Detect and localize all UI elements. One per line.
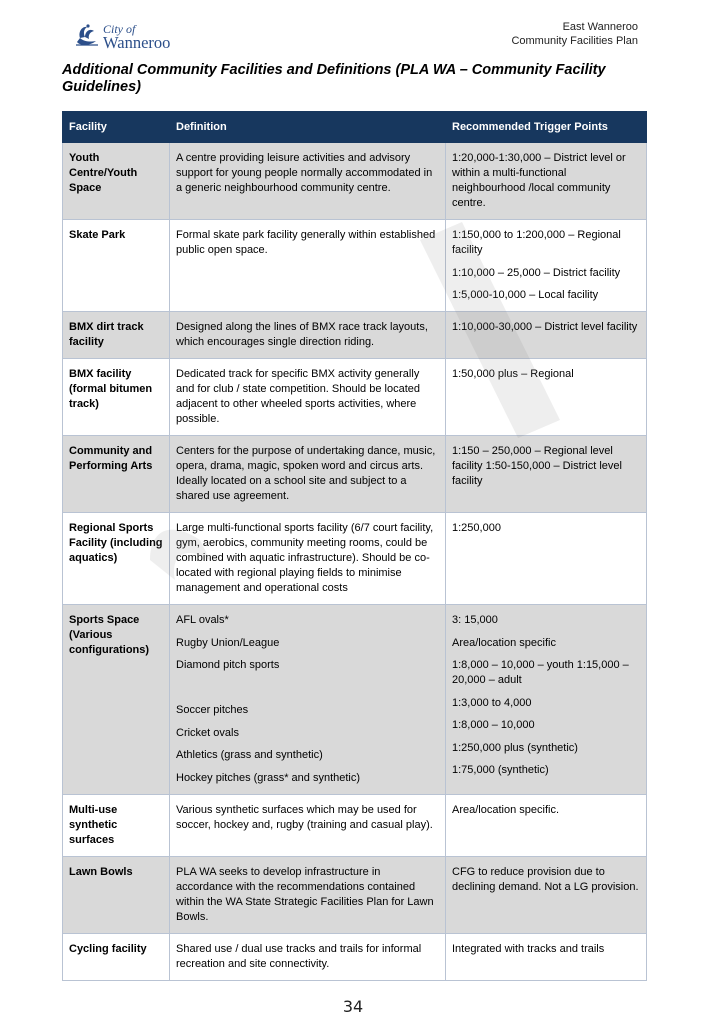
triggers-cell <box>446 312 647 359</box>
trigger-paragraph: Integrated with tracks and trails <box>452 942 605 955</box>
definition-paragraph: Centers for the purpose of undertaking dance, music, opera, drama, magic, spoken word and circus arts. Ideally located on a school site and subject to a shared use agreement. <box>176 445 436 502</box>
trigger-paragraph: 1:5,000-10,000 – Local facility <box>452 289 599 301</box>
facility-cell: BMX dirt track facility <box>63 312 170 359</box>
definition-cell <box>170 933 446 980</box>
definition-paragraph: Athletics (grass and synthetic) <box>176 749 323 761</box>
definition-cell <box>170 605 446 795</box>
table-row <box>63 436 647 513</box>
table-row <box>63 312 647 359</box>
triggers-cell <box>446 605 647 795</box>
definition-paragraph: Soccer pitches <box>176 704 249 716</box>
city-of-wanneroo-logo <box>74 20 184 54</box>
table-row <box>63 856 647 933</box>
trigger-paragraph: 1:3,000 to 4,000 <box>452 696 532 709</box>
facility-cell: Youth Centre/Youth Space <box>63 143 170 220</box>
definition-cell <box>170 794 446 856</box>
triggers-cell <box>446 933 647 980</box>
definition-paragraph: AFL ovals* <box>176 614 229 626</box>
trigger-paragraph: 1:10,000-30,000 – District level facility <box>452 321 638 333</box>
table-body <box>63 143 647 981</box>
document-header <box>511 21 638 48</box>
definition-cell <box>170 856 446 933</box>
definition-paragraph: Shared use / dual use tracks and trails for informal recreation and site connectivity. <box>176 942 422 970</box>
definition-cell <box>170 143 446 220</box>
definition-cell <box>170 436 446 513</box>
header-line-1: East Wanneroo <box>562 21 638 33</box>
header-line-2: Community Facilities Plan <box>511 34 638 47</box>
table-row <box>63 359 647 436</box>
facility-cell: Sports Space (Various configurations) <box>63 605 170 795</box>
trigger-paragraph: Area/location specific. <box>452 803 559 816</box>
facility-cell: Skate Park <box>63 220 170 312</box>
trigger-paragraph: 1:8,000 – 10,000 <box>452 719 535 731</box>
facility-cell: Cycling facility <box>63 933 170 980</box>
definition-cell <box>170 312 446 359</box>
page-number: 34 <box>342 997 364 1016</box>
definition-cell <box>170 359 446 436</box>
trigger-paragraph: 1:150,000 to 1:200,000 – Regional facility <box>452 229 621 256</box>
definition-paragraph: PLA WA seeks to develop infrastructure in accordance with the recommendations contained within the WA State Strategic Facilities Plan for Lawn Bowls. <box>176 865 434 923</box>
definition-paragraph: Large multi-functional sports facility (6/7 court facility, gym, aerobics, community meeting rooms, could be combined with aquatic infrastructure). Should be co-located with regional playing fields to minimise management and operational costs <box>176 522 434 594</box>
column-header-facility: Facility <box>63 112 170 143</box>
definition-paragraph: Dedicated track for specific BMX activity generally and for club / state competition. Should be located adjacent to other wheeled sports activities, where possible. <box>176 368 420 425</box>
trigger-paragraph: 1:10,000 – 25,000 – District facility <box>452 266 621 279</box>
spacer <box>176 681 439 696</box>
definition-paragraph: Rugby Union/League <box>176 636 280 649</box>
trigger-paragraph: 1:50,000 plus – Regional <box>452 368 574 380</box>
table-row <box>63 605 647 795</box>
trigger-paragraph: Area/location specific <box>452 636 556 649</box>
definition-paragraph: Formal skate park facility generally within established public open space. <box>176 229 436 256</box>
logo-city-text: City of <box>103 22 136 36</box>
trigger-paragraph: 1:150 – 250,000 – Regional level facility 1:50-150,000 – District level facility <box>452 445 622 487</box>
definition-paragraph: Hockey pitches (grass* and synthetic) <box>176 771 361 784</box>
column-header-definition: Definition <box>170 112 446 143</box>
trigger-paragraph: 1:8,000 – 10,000 – youth 1:15,000 – 20,000 – adult <box>452 659 629 686</box>
trigger-paragraph: 1:250,000 <box>452 522 501 534</box>
table-row <box>63 513 647 605</box>
section-title: Additional Community Facilities and Definitions (PLA WA – Community Facility Guidelines) <box>62 62 606 95</box>
triggers-cell <box>446 436 647 513</box>
definition-paragraph: Various synthetic surfaces which may be used for soccer, hockey and, rugby (training and casual play). <box>176 803 433 831</box>
table-row <box>63 143 647 220</box>
definition-paragraph: Cricket ovals <box>176 726 239 739</box>
logo-name-text: Wanneroo <box>103 33 171 52</box>
triggers-cell <box>446 794 647 856</box>
definition-cell <box>170 220 446 312</box>
trigger-paragraph: 1:20,000-1:30,000 – District level or within a multi-functional neighbourhood /local community centre. <box>452 152 626 209</box>
definition-paragraph: A centre providing leisure activities and advisory support for young people normally accommodated in a generic neighbourhood community centre. <box>176 152 433 194</box>
facility-cell: BMX facility (formal bitumen track) <box>63 359 170 436</box>
facility-cell: Lawn Bowls <box>63 856 170 933</box>
definition-paragraph: Diamond pitch sports <box>176 659 280 671</box>
facility-cell: Community and Performing Arts <box>63 436 170 513</box>
swan-emblem-icon <box>74 22 100 48</box>
definition-paragraph: Designed along the lines of BMX race track layouts, which encourages single direction riding. <box>176 321 428 348</box>
trigger-paragraph: 3: 15,000 <box>452 614 498 626</box>
definition-cell <box>170 513 446 605</box>
table-header-row <box>63 112 647 143</box>
trigger-paragraph: 1:250,000 plus (synthetic) <box>452 741 578 754</box>
triggers-cell <box>446 220 647 312</box>
column-header-triggers: Recommended Trigger Points <box>446 112 647 143</box>
trigger-paragraph: 1:75,000 (synthetic) <box>452 764 549 776</box>
facilities-table <box>62 111 647 981</box>
table-row <box>63 933 647 980</box>
table-row <box>63 794 647 856</box>
facility-cell: Regional Sports Facility (including aquatics) <box>63 513 170 605</box>
triggers-cell <box>446 513 647 605</box>
trigger-paragraph: CFG to reduce provision due to declining demand. Not a LG provision. <box>452 865 639 893</box>
triggers-cell <box>446 143 647 220</box>
triggers-cell <box>446 359 647 436</box>
facility-cell: Multi-use synthetic surfaces <box>63 794 170 856</box>
triggers-cell <box>446 856 647 933</box>
table-row <box>63 220 647 312</box>
